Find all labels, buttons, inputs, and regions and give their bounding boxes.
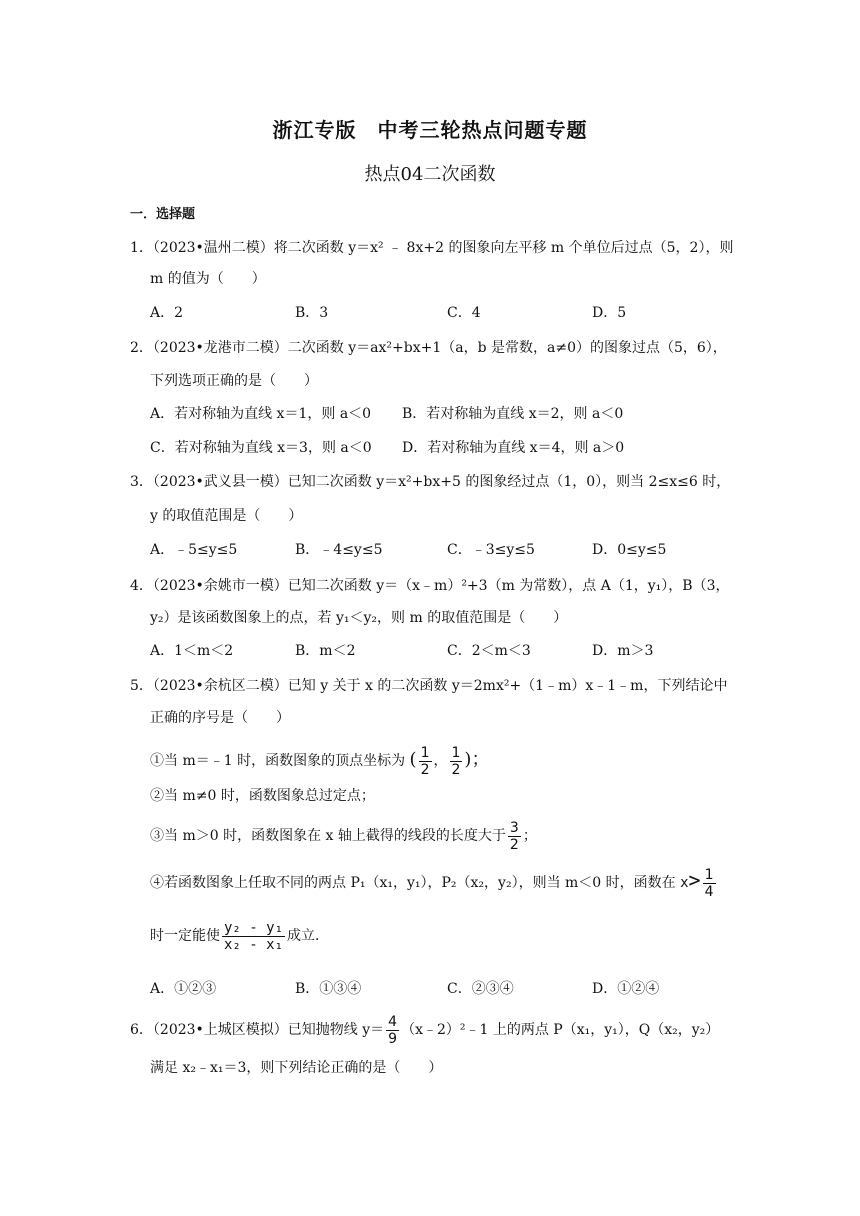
q5-s1-fraction-b (450, 745, 463, 778)
q5-statement-4 (150, 862, 718, 901)
fraction-denominator: x₂ - x₁ (224, 936, 284, 953)
q5-s4-gt: > (688, 868, 701, 892)
q2-option-b: B．若对称轴为直线 x＝2，则 a＜0 (402, 406, 624, 422)
q5-line2: 正确的序号是（ ） (150, 710, 290, 726)
fraction-numerator: 3 (509, 819, 519, 836)
q5-statement-3 (150, 818, 537, 854)
q3-line1: 3．（2023•武义县一模）已知二次函数 y＝x²+bx+5 的图象经过点（1，0），则当 2≤x≤6 时， (130, 474, 731, 490)
q5-option-b: B．①③④ (295, 981, 362, 997)
fraction-numerator: 4 (388, 1013, 398, 1030)
q5-s5-pre: 时一定能使 (150, 928, 220, 944)
q5-statement-5 (150, 916, 329, 956)
fraction-denominator: 2 (509, 836, 519, 853)
q2-option-c: C．若对称轴为直线 x＝3，则 a＜0 (150, 440, 372, 456)
q2-option-d: D．若对称轴为直线 x＝4，则 a＞0 (402, 440, 625, 456)
q5-s1-text: ①当 m＝﹣1 时，函数图象的顶点坐标为 (150, 753, 406, 769)
q3-line2: y 的取值范围是（ ） (150, 508, 303, 524)
q3-option-a: A．﹣5≤y≤5 (150, 542, 238, 558)
q6-line1 (130, 1012, 719, 1048)
q5-s1-comma: ， (433, 753, 448, 769)
q5-s1-fraction-a (419, 745, 432, 778)
q5-statement-2: ②当 m≠0 时，函数图象总过定点； (150, 788, 375, 804)
q5-s3-text: ③当 m＞0 时，函数图象在 x 轴上截得的线段的长度大于 (150, 828, 506, 844)
q5-s4-x: x (680, 875, 689, 891)
q5-option-d: D．①②④ (592, 981, 660, 997)
q4-line1: 4．（2023•余姚市一模）已知二次函数 y＝（x﹣m）²+3（m 为常数），点 A（1，y₁），B（3， (130, 578, 730, 594)
section-heading: 一．选择题 (130, 207, 196, 222)
q1-option-a: A．2 (150, 305, 184, 321)
q6-post: （x﹣2）²﹣1 上的两点 P（x₁，y₁），Q（x₂，y₂） (401, 1022, 720, 1038)
q4-line2: y₂）是该函数图象上的点，若 y₁＜y₂，则 m 的取值范围是（ ） (150, 610, 568, 626)
q6-pre: 6．（2023•上城区模拟）已知抛物线 y＝ (130, 1022, 385, 1038)
q4-option-b: B．m＜2 (295, 643, 356, 659)
fraction-numerator: 1 (420, 744, 430, 761)
q1-option-c: C．4 (447, 305, 481, 321)
page-subtitle: 热点04二次函数 (364, 164, 496, 185)
q5-s4-fraction (703, 867, 716, 900)
q1-line1: 1．（2023•温州二模）将二次函数 y＝x² ﹣ 8x+2 的图象向左平移 m 个单位后过点（5，2），则 (130, 240, 734, 256)
q2-line1: 2．（2023•龙港市二模）二次函数 y＝ax²+bx+1（a，b 是常数，a≠0）的图象过点（5，6）， (130, 340, 727, 356)
q2-line2: 下列选项正确的是（ ） (150, 373, 318, 389)
q1-option-b: B．3 (295, 305, 329, 321)
fraction-denominator: 9 (388, 1030, 398, 1047)
fraction-numerator: 1 (704, 866, 714, 883)
page-title: 浙江专版 中考三轮热点问题专题 (272, 118, 588, 142)
q5-option-c: C．②③④ (447, 981, 514, 997)
fraction-numerator: y₂ - y₁ (224, 919, 284, 936)
q6-line2: 满足 x₂﹣x₁＝3，则下列结论正确的是（ ） (150, 1060, 443, 1076)
fraction-numerator: 1 (451, 744, 461, 761)
q5-option-a: A．①②③ (150, 981, 217, 997)
q2-option-a: A．若对称轴为直线 x＝1，则 a＜0 (150, 406, 372, 422)
q5-s5-post: 成立． (287, 928, 330, 944)
q5-s4-text: ④若函数图象上任取不同的两点 P₁（x₁，y₁），P₂（x₂，y₂），则当 m＜0 时，函数在 (150, 875, 676, 891)
q5-s5-fraction (222, 920, 285, 953)
q4-option-a: A．1＜m＜2 (150, 643, 234, 659)
q3-option-d: D．0≤y≤5 (592, 542, 667, 558)
fraction-denominator: 2 (420, 761, 430, 778)
q4-option-c: C．2＜m＜3 (447, 643, 531, 659)
q5-s1-open: ( (409, 749, 417, 770)
q5-s3-fraction (508, 820, 521, 853)
q6-fraction (386, 1014, 399, 1047)
q5-s1-close: )； (464, 749, 490, 770)
q5-s3-end: ； (522, 828, 537, 844)
q5-statement-1 (150, 742, 489, 779)
q4-option-d: D．m＞3 (592, 643, 654, 659)
fraction-denominator: 2 (451, 761, 461, 778)
q1-option-d: D．5 (592, 305, 627, 321)
fraction-denominator: 4 (704, 883, 714, 900)
q3-option-c: C．﹣3≤y≤5 (447, 542, 535, 558)
q3-option-b: B．﹣4≤y≤5 (295, 542, 383, 558)
q1-line2: m 的值为（ ） (150, 271, 266, 287)
q5-line1: 5．（2023•余杭区二模）已知 y 关于 x 的二次函数 y＝2mx²+（1﹣m）x﹣1﹣m，下列结论中 (130, 678, 728, 694)
